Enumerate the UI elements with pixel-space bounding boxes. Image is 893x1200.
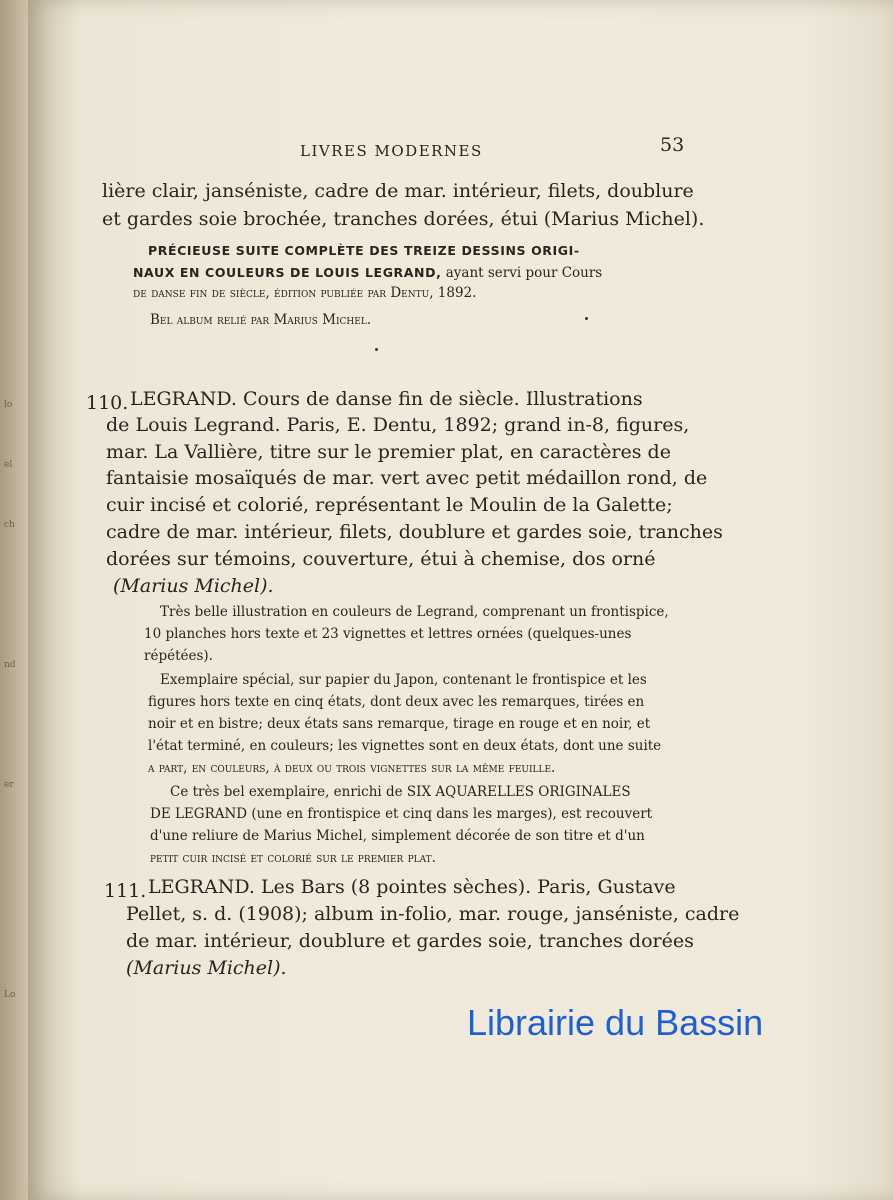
note-line: noir et en bistre; deux états sans remarque, tirage en rouge et en noir, et — [148, 716, 651, 732]
entry-number: 111. — [104, 880, 147, 902]
entry-number: 110. — [86, 392, 129, 414]
note-line: l'état terminé, en couleurs; les vignettes sont en deux états, dont une suite — [148, 738, 662, 754]
entry-text-line: (Marius Michel). — [113, 575, 274, 597]
bookseller-watermark: Librairie du Bassin — [467, 1002, 764, 1043]
note-line: DE LEGRAND (une en frontispice et cinq dans les marges), est recouvert — [150, 806, 653, 822]
note-line: 10 planches hors texte et 23 vignettes et lettres ornées (quelques-unes — [144, 626, 632, 642]
note-bold-text: NAUX EN COULEURS DE LOUIS LEGRAND, — [133, 265, 442, 280]
note-line: petit cuir incisé et colorié sur le premier plat. — [150, 850, 436, 866]
entry-text-line: lière clair, janséniste, cadre de mar. intérieur, filets, doublure — [102, 180, 694, 202]
entry-text-line: mar. La Vallière, titre sur le premier plat, en caractères de — [106, 441, 671, 463]
adjacent-page-mark: er — [4, 780, 14, 790]
entry-text-line: cuir incisé et colorié, représentant le Moulin de la Galette; — [106, 494, 673, 516]
page-number: 53 — [660, 134, 685, 156]
note-line: d'une reliure de Marius Michel, simplement décorée de son titre et d'un — [150, 828, 645, 844]
note-line — [148, 240, 580, 259]
entry-text-line: dorées sur témoins, couverture, étui à chemise, dos orné — [106, 548, 656, 570]
note-line: de danse fin de siècle, édition publiée par Dentu, 1892. — [133, 285, 477, 301]
adjacent-page-mark: el — [4, 460, 13, 470]
note-line: figures hors texte en cinq états, dont deux avec les remarques, tirées en — [148, 694, 645, 710]
entry-text-line: LEGRAND. Cours de danse fin de siècle. Illustrations — [130, 388, 643, 410]
adjacent-page-mark: lo — [4, 400, 13, 410]
entry-text-line: Pellet, s. d. (1908); album in-folio, mar. rouge, janséniste, cadre — [126, 903, 740, 925]
adjacent-page-mark: nd — [4, 660, 16, 670]
note-text: ayant servi pour Cours — [441, 265, 603, 281]
note-line: Exemplaire spécial, sur papier du Japon, contenant le frontispice et les — [160, 672, 647, 688]
entry-text-line: (Marius Michel). — [126, 957, 287, 979]
entry-text-line: de Louis Legrand. Paris, E. Dentu, 1892; grand in-8, figures, — [106, 414, 690, 436]
adjacent-page-edge — [0, 0, 28, 1200]
note-line: Ce très bel exemplaire, enrichi de SIX AQUARELLES ORIGINALES — [170, 784, 631, 800]
running-header: LIVRES MODERNES — [300, 142, 483, 160]
note-line: a part, en couleurs, à deux ou trois vignettes sur la même feuille. — [148, 760, 556, 776]
entry-text-line: cadre de mar. intérieur, filets, doublure et gardes soie, tranches — [106, 521, 723, 543]
note-line — [133, 262, 602, 281]
note-line: Très belle illustration en couleurs de Legrand, comprenant un frontispice, — [160, 604, 669, 620]
note-line: répétées). — [144, 648, 213, 664]
entry-text-line: et gardes soie brochée, tranches dorées, étui (Marius Michel). — [102, 208, 705, 230]
note-bold-text: PRÉCIEUSE SUITE COMPLÈTE DES TREIZE DESSINS ORIGI- — [148, 243, 580, 258]
entry-text-line: fantaisie mosaïqués de mar. vert avec petit médaillon rond, de — [106, 467, 708, 489]
note-line: Bel album relié par Marius Michel. — [150, 312, 372, 328]
adjacent-page-mark: Lo — [4, 990, 16, 1000]
adjacent-page-mark: ch — [4, 520, 15, 530]
entry-text-line: de mar. intérieur, doublure et gardes soie, tranches dorées — [126, 930, 694, 952]
entry-text-line: LEGRAND. Les Bars (8 pointes sèches). Paris, Gustave — [148, 876, 676, 898]
spot-mark — [375, 348, 378, 351]
spot-mark — [585, 317, 588, 320]
